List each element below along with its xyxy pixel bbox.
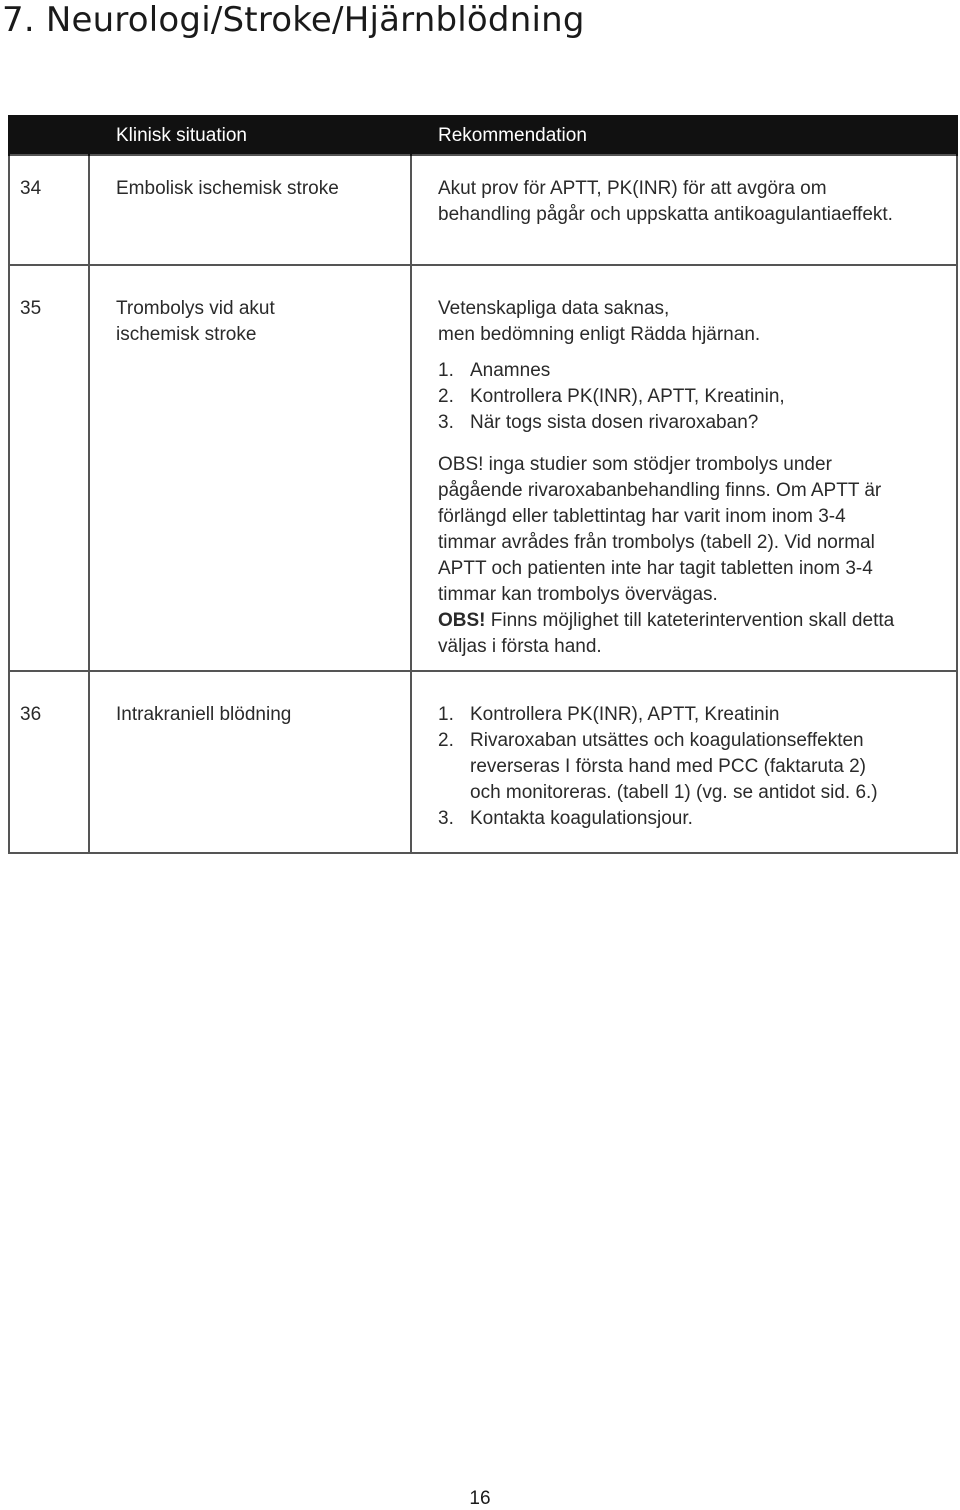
table-header-row	[9, 115, 957, 155]
recommendation-cell	[411, 671, 957, 853]
recommendation-cell	[411, 265, 957, 671]
list-text: Rivaroxaban utsättes och koagulationseffekten	[470, 730, 864, 751]
row-number: 34	[9, 155, 89, 265]
note-text: timmar kan trombolys övervägas.	[438, 584, 718, 605]
note-obs-line	[438, 608, 946, 634]
note-text: väljas i första hand.	[438, 636, 602, 657]
header-situation: Klinisk situation	[89, 115, 411, 155]
note-text: pågående rivaroxabanbehandling finns. Om APTT är	[438, 480, 882, 501]
list-text: När togs sista dosen rivaroxaban?	[470, 412, 759, 433]
situation-cell	[89, 155, 411, 265]
recommendation-cell	[411, 155, 957, 265]
list-number: 2.	[438, 386, 454, 407]
recommendation-text: Akut prov för APTT, PK(INR) för att avgöra om	[438, 178, 827, 199]
list-text: Kontrollera PK(INR), APTT, Kreatinin	[470, 704, 780, 725]
list-text-continued: reverseras I första hand med PCC (faktaruta 2)	[470, 756, 866, 777]
list-number: 3.	[438, 412, 454, 433]
list-number: 2.	[438, 730, 454, 751]
situation-text: Intrakraniell blödning	[116, 704, 292, 725]
recommendation-table	[8, 115, 958, 854]
page-number: 16	[469, 1488, 491, 1509]
list-text-continued: och monitoreras. (tabell 1) (vg. se antidot sid. 6.)	[470, 782, 878, 803]
note-text: APTT och patienten inte har tagit tabletten inom 3-4	[438, 558, 873, 579]
list-number: 1.	[438, 704, 454, 725]
list-number: 1.	[438, 360, 454, 381]
situation-text: Embolisk ischemisk stroke	[116, 178, 339, 199]
obs-label: OBS!	[438, 610, 486, 631]
list-text: Kontrollera PK(INR), APTT, Kreatinin,	[470, 386, 785, 407]
page-title: 7. Neurologi/Stroke/Hjärnblödning	[2, 0, 585, 40]
situation-text: ischemisk stroke	[116, 324, 257, 345]
list-item	[438, 358, 946, 384]
table-row	[9, 155, 957, 265]
list-number: 3.	[438, 808, 454, 829]
list-item	[438, 806, 946, 832]
list-item	[438, 702, 946, 728]
table-row	[9, 671, 957, 853]
table-row	[9, 265, 957, 671]
list-text: Anamnes	[470, 360, 551, 381]
recommendation-intro: Vetenskapliga data saknas,	[438, 298, 670, 319]
row-number: 36	[9, 671, 89, 853]
note-text: förlängd eller tablettintag har varit inom inom 3-4	[438, 506, 846, 527]
list-item	[438, 410, 946, 436]
situation-cell	[89, 265, 411, 671]
note-text: timmar avrådes från trombolys (tabell 2). Vid normal	[438, 532, 875, 553]
situation-cell	[89, 671, 411, 853]
list-item	[438, 384, 946, 410]
situation-text: Trombolys vid akut	[116, 298, 275, 319]
list-text: Kontakta koagulationsjour.	[470, 808, 693, 829]
header-recommendation: Rekommendation	[411, 115, 957, 155]
row-number: 35	[9, 265, 89, 671]
note-text: OBS! inga studier som stödjer trombolys under	[438, 454, 832, 475]
note-text: Finns möjlighet till kateterintervention skall detta	[485, 610, 895, 631]
recommendation-text: behandling pågår och uppskatta antikoagulantiaeffekt.	[438, 204, 893, 225]
list-item	[438, 728, 946, 754]
header-number	[9, 115, 89, 155]
recommendation-intro: men bedömning enligt Rädda hjärnan.	[438, 324, 761, 345]
